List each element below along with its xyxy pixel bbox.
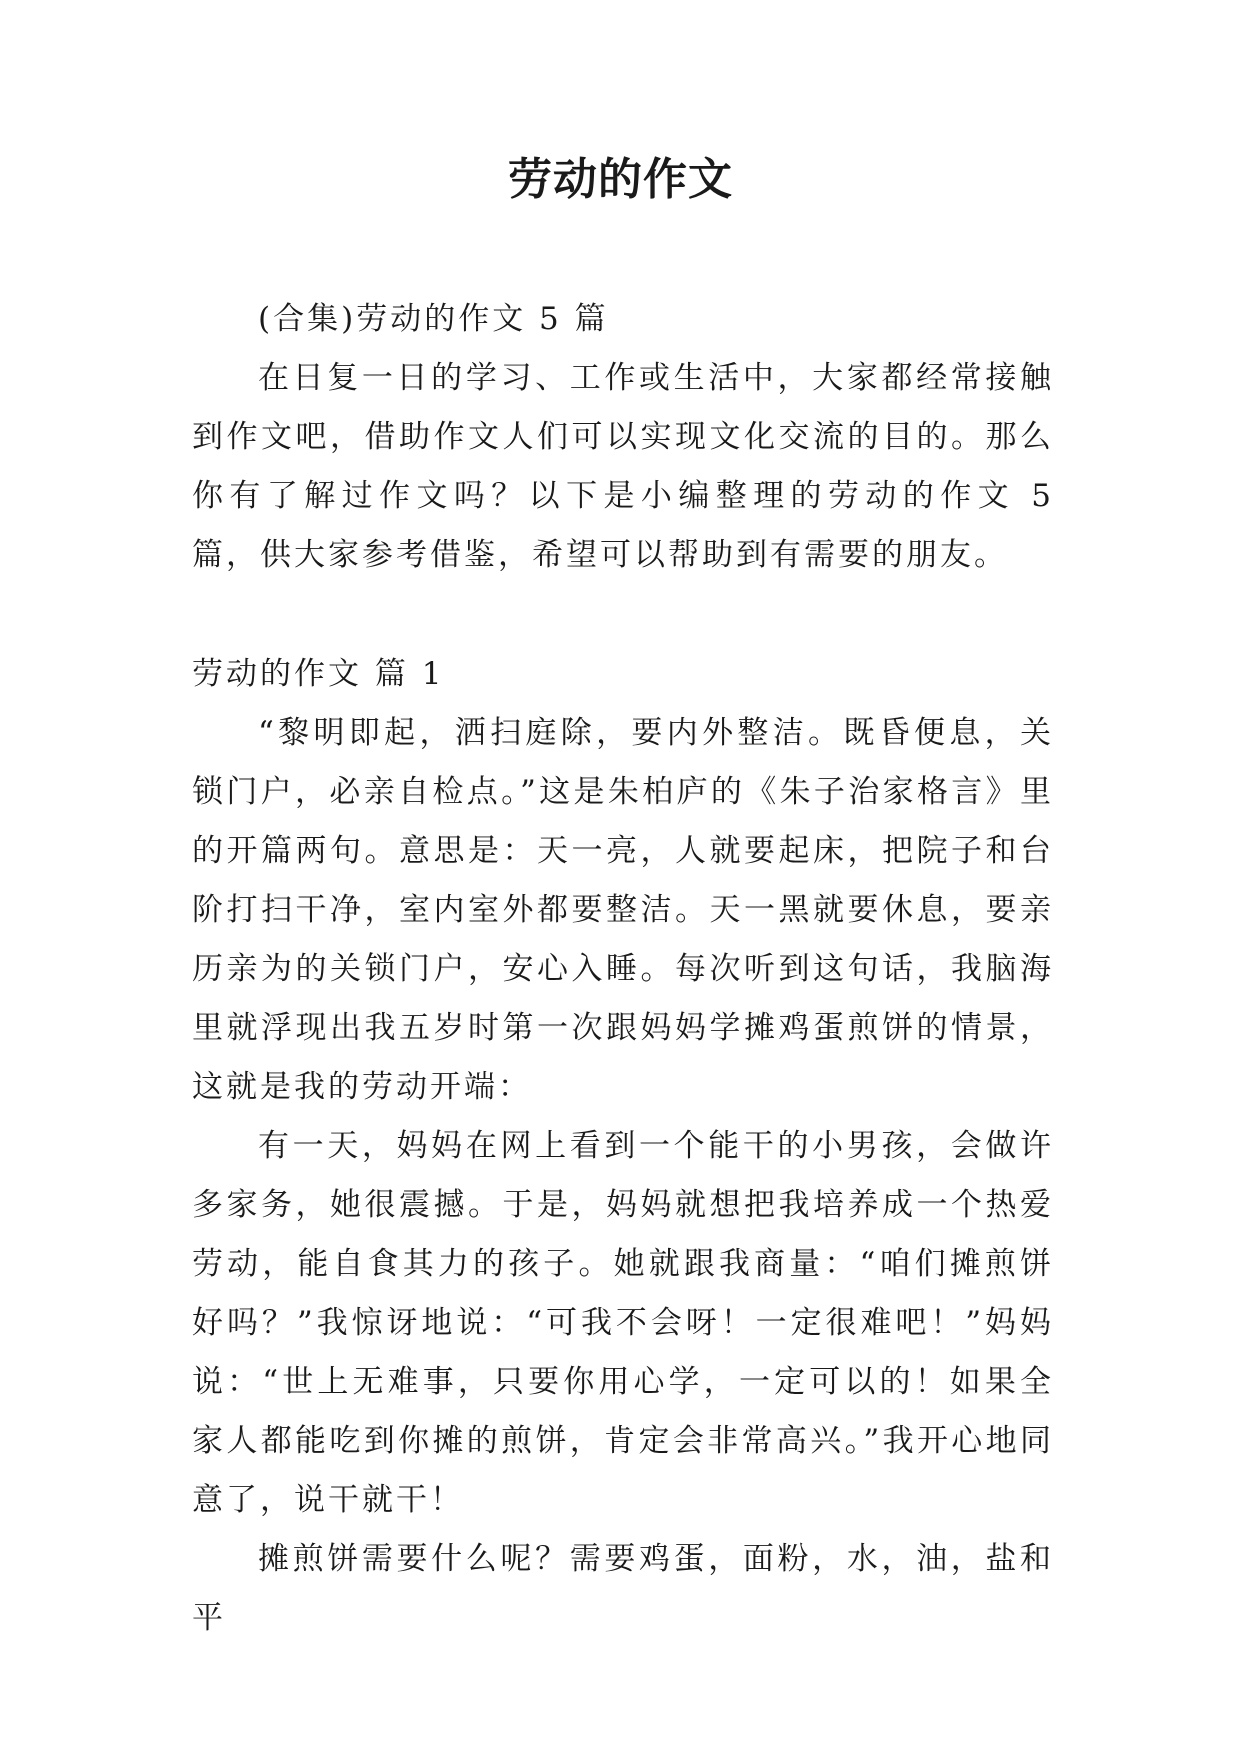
section-paragraph-3: 摊煎饼需要什么呢？需要鸡蛋，面粉，水，油，盐和平 bbox=[192, 1541, 1054, 1636]
document-body bbox=[192, 290, 1054, 1648]
section-heading: 劳动的作文 篇 1 bbox=[192, 656, 445, 692]
collection-subtitle: (合集)劳动的作文 5 篇 bbox=[258, 301, 609, 337]
section-paragraph-1: “黎明即起，洒扫庭除，要内外整洁。既昏便息，关锁门户，必亲自检点。”这是朱柏庐的《朱子治家格言》里的开篇两句。意思是：天一亮，人就要起床，把院子和台阶打扫干净，室内室外都要整洁。天一黑就要休息，要亲历亲为的关锁门户，安心入睡。每次听到这句话，我脑海里就浮现出我五岁时第一次跟妈妈学摊鸡蛋煎饼的情景，这就是我的劳动开端： bbox=[192, 715, 1054, 1105]
intro-paragraph: 在日复一日的学习、工作或生活中，大家都经常接触到作文吧，借助作文人们可以实现文化交流的目的。那么你有了解过作文吗？以下是小编整理的劳动的作文 5 篇，供大家参考借鉴，希望可以帮助到有需要的朋友。 bbox=[192, 360, 1054, 573]
document-title: 劳动的作文 bbox=[508, 154, 733, 205]
section-paragraph-2: 有一天，妈妈在网上看到一个能干的小男孩，会做许多家务，她很震撼。于是，妈妈就想把我培养成一个热爱劳动，能自食其力的孩子。她就跟我商量：“咱们摊煎饼好吗？”我惊讶地说：“可我不会呀！一定很难吧！”妈妈说：“世上无难事，只要你用心学，一定可以的！如果全家人都能吃到你摊的煎饼，肯定会非常高兴。”我开心地同意了，说干就干！ bbox=[192, 1128, 1054, 1518]
